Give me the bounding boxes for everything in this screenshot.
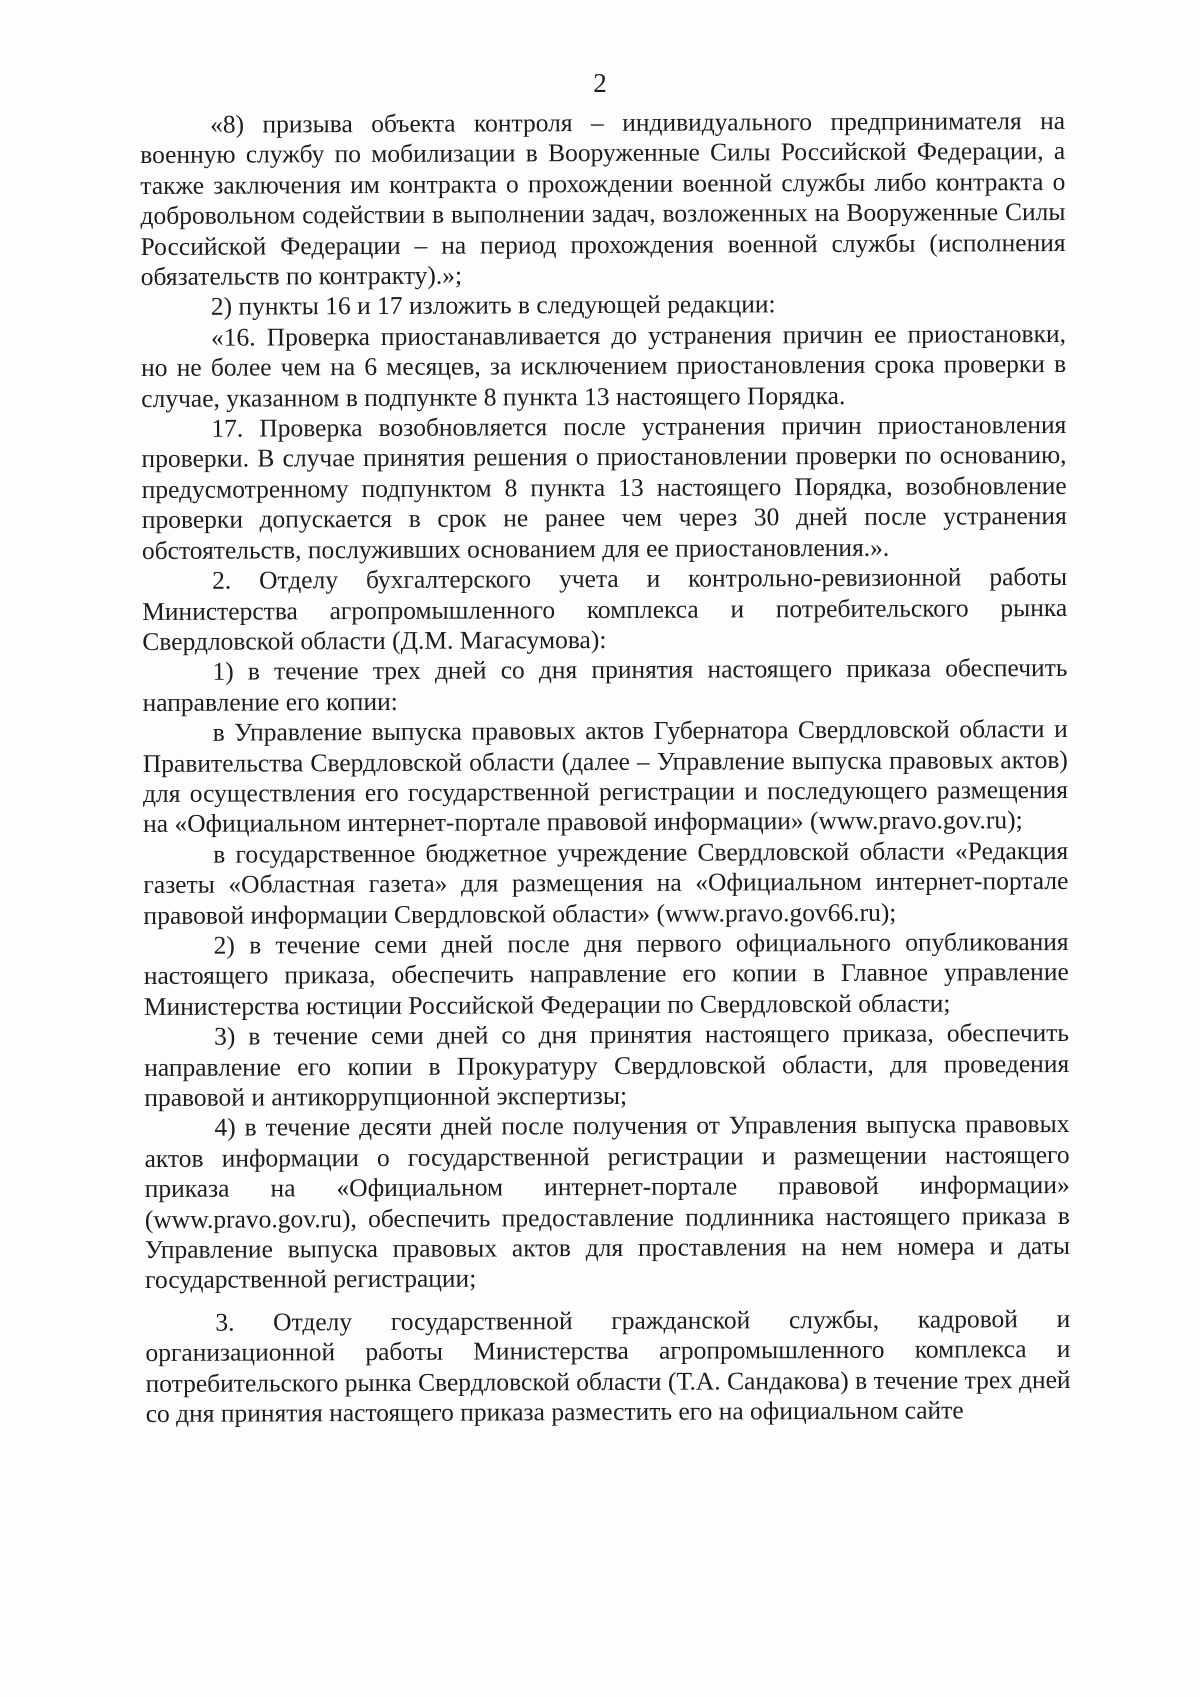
document-body	[140, 106, 1071, 1429]
paragraph-item-8-conscription: «8) призыва объекта контроля – индивидуального предпринимателя на военную службу по мобилизации в Вооруженные Силы Российской Федерации, а также заключения им контракта о прохождении военной службы либо контракта о добровольном содействии в выполнении задач, возложенных на Вооруженные Силы Российской Федерации – на период прохождения военной службы (исполнения обязательств по контракту).»;	[140, 105, 1066, 292]
page-number: 2	[593, 68, 607, 98]
paragraph-subpoint-4-original-order: 4) в течение десяти дней после получения от Управления выпуска правовых актов информации о государственной регистрации и размещении настоящего приказа на «Официальном интернет-портале правовой информации» (www.pravo.gov.ru), обеспечить предоставление подлинника настоящего приказа в Управление выпуска правовых актов для проставления на нем номера и даты государственной регистрации;	[144, 1109, 1071, 1295]
paragraph-amend-points-16-17: 2) пункты 16 и 17 изложить в следующей редакции:	[210, 289, 776, 322]
paragraph-point-16: «16. Проверка приостанавливается до устранения причин ее приостановки, но не более чем на 6 месяцев, за исключением приостановления срока проверки в случае, указанном в подпункте 8 пункта 13 настоящего Порядка.	[141, 318, 1067, 413]
paragraph-subpoint-1-send-copies: 1) в течение трех дней со дня принятия настоящего приказа обеспечить направление его копии:	[142, 653, 1068, 717]
paragraph-subpoint-3-prosecutor: 3) в течение семи дней со дня принятия настоящего приказа, обеспечить направление его копии в Прокуратуру Свердловской области, для проведения правовой и антикоррупционной экспертизы;	[144, 1018, 1070, 1112]
paragraph-subpoint-2-ministry-of-justice: 2) в течение семи дней после дня первого официального опубликования настоящего приказа, обеспечить направление его копии в Главное управление Министерства юстиции Российской Федерации по Свердловской области;	[143, 926, 1069, 1021]
paragraph-oblastnaya-gazeta: в государственное бюджетное учреждение Свердловской области «Редакция газеты «Областная газета» для размещения на «Официальном интернет-портале правовой информации Свердловской области» (www.pravo.gov66.ru);	[143, 835, 1069, 930]
paragraph-order-3-civil-service-department: 3. Отделу государственной гражданской службы, кадровой и организационной работы Министерства агропромышленного комплекса и потребительского рынка Свердловской области (Т.А. Сандакова) в течение трех дней со дня принятия настоящего приказа разместить его на официальном сайте	[145, 1303, 1071, 1429]
paragraph-legal-acts-department: в Управление выпуска правовых актов Губернатора Свердловской области и Правительства Свердловской области (далее – Управление выпуска правовых актов) для осуществления его государственной регистрации и последующего размещения на «Официальном интернет-портале правовой информации» (www.pravo.gov.ru);	[142, 714, 1069, 839]
paragraph-point-17: 17. Проверка возобновляется после устранения причин приостановления проверки. В случае принятия решения о приостановлении проверки по основанию, предусмотренному подпунктом 8 пункта 13 настоящего Порядка, возобновление проверки допускается в срок не ранее чем через 30 дней после устранения обстоятельств, послуживших основанием для ее приостановления.».	[141, 410, 1067, 565]
paragraph-order-2-accounting-department: 2. Отделу бухгалтерского учета и контрольно-ревизионной работы Министерства агропромышленного комплекса и потребительского рынка Свердловской области (Д.М. Магасумова):	[142, 562, 1068, 656]
